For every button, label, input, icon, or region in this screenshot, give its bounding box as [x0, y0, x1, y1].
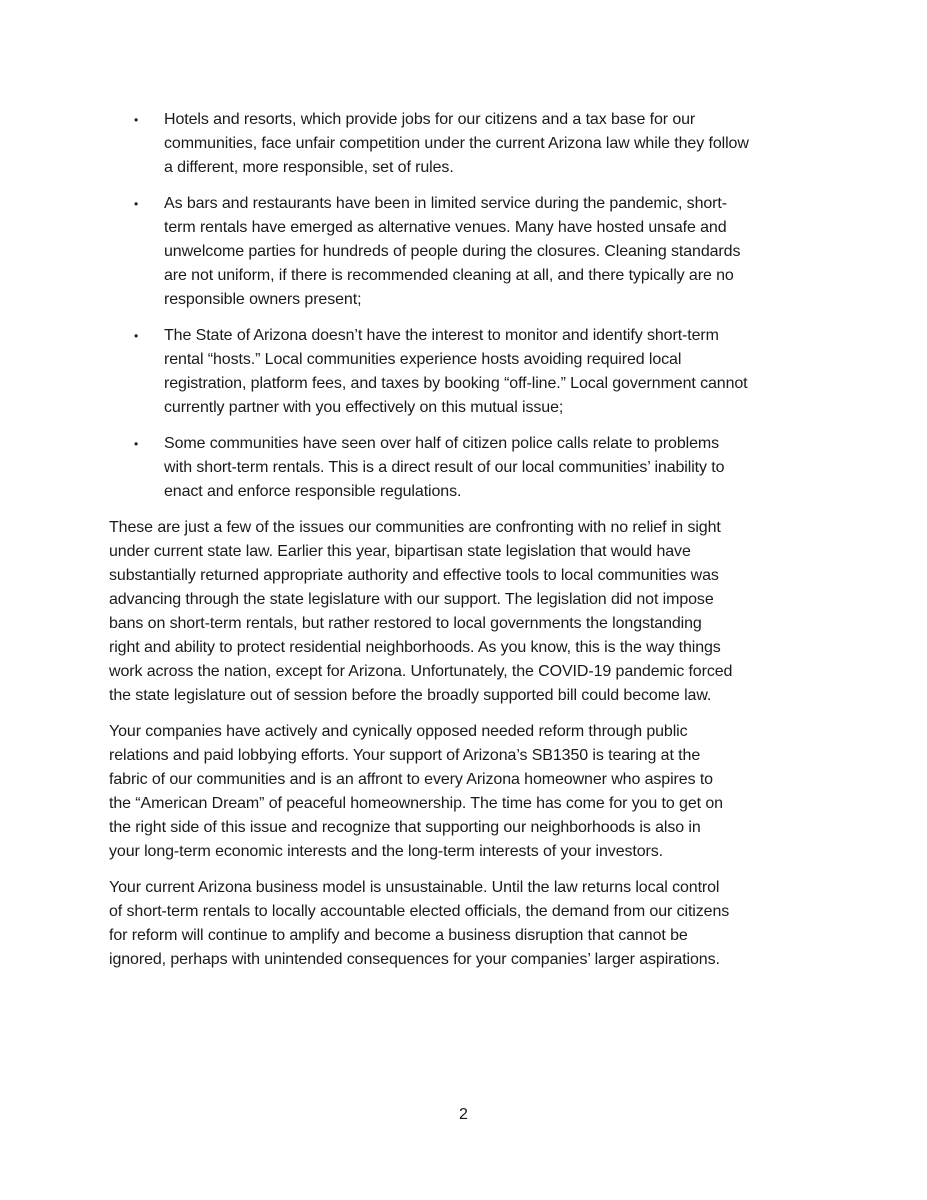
bullet-item — [109, 324, 749, 420]
bullet-text: Hotels and resorts, which provide jobs for our citizens and a tax base for our communities, face unfair competition under the current Arizona law while they follow a different, more responsible, set of rules. — [164, 111, 749, 176]
bullet-item — [109, 432, 749, 504]
bullet-text: Some communities have seen over half of citizen police calls relate to problems with short-term rentals. This is a direct result of our local communities’ inability to enact and enforce responsible regulations. — [164, 435, 725, 500]
bullet-list — [109, 108, 749, 504]
bullet-icon: • — [134, 113, 139, 127]
bullet-text: The State of Arizona doesn’t have the interest to monitor and identify short-term rental “hosts.” Local communities experience hosts avoiding required local registration, platform fees, and taxes by booking “off-line.” Local government cannot currently partner with you effectively on this mutual issue; — [164, 327, 748, 416]
body-text — [109, 108, 749, 972]
page-number: 2 — [459, 1106, 468, 1123]
bullet-icon: • — [134, 197, 139, 211]
paragraph-business-model: Your current Arizona business model is unsustainable. Until the law returns local control of short-term rentals to locally accountable elected officials, the demand from our citizens for reform will continue to amplify and become a business disruption that cannot be ignored, perhaps with unintended consequences for your companies’ larger aspirations. — [109, 879, 730, 968]
bullet-item — [109, 192, 749, 312]
bullet-text: As bars and restaurants have been in limited service during the pandemic, short-term rentals have emerged as alternative venues. Many have hosted unsafe and unwelcome parties for hundreds of people during the closures. Cleaning standards are not uniform, if there is recommended cleaning at all, and there typically are no responsible owners present; — [164, 195, 741, 308]
bullet-item — [109, 108, 749, 180]
paragraph-issues: These are just a few of the issues our communities are confronting with no relief in sight under current state law. Earlier this year, bipartisan state legislation that would have substantially returned appropriate authority and effective tools to local communities was advancing through the state legislature with our support. The legislation did not impose bans on short-term rentals, but rather restored to local governments the longstanding right and ability to protect residential neighborhoods. As you know, this is the way things work across the nation, except for Arizona. Unfortunately, the COVID-19 pandemic forced the state legislature out of session before the broadly supported bill could become law. — [109, 519, 733, 704]
bullet-icon: • — [134, 329, 139, 343]
bullet-icon: • — [134, 437, 139, 451]
paragraph-opposition: Your companies have actively and cynically opposed needed reform through public relations and paid lobbying efforts. Your support of Arizona’s SB1350 is tearing at the fabric of our communities and is an affront to every Arizona homeowner who aspires to the “American Dream” of peaceful homeownership. The time has come for you to get on the right side of this issue and recognize that supporting our neighborhoods is also in your long-term economic interests and the long-term interests of your investors. — [109, 723, 723, 860]
